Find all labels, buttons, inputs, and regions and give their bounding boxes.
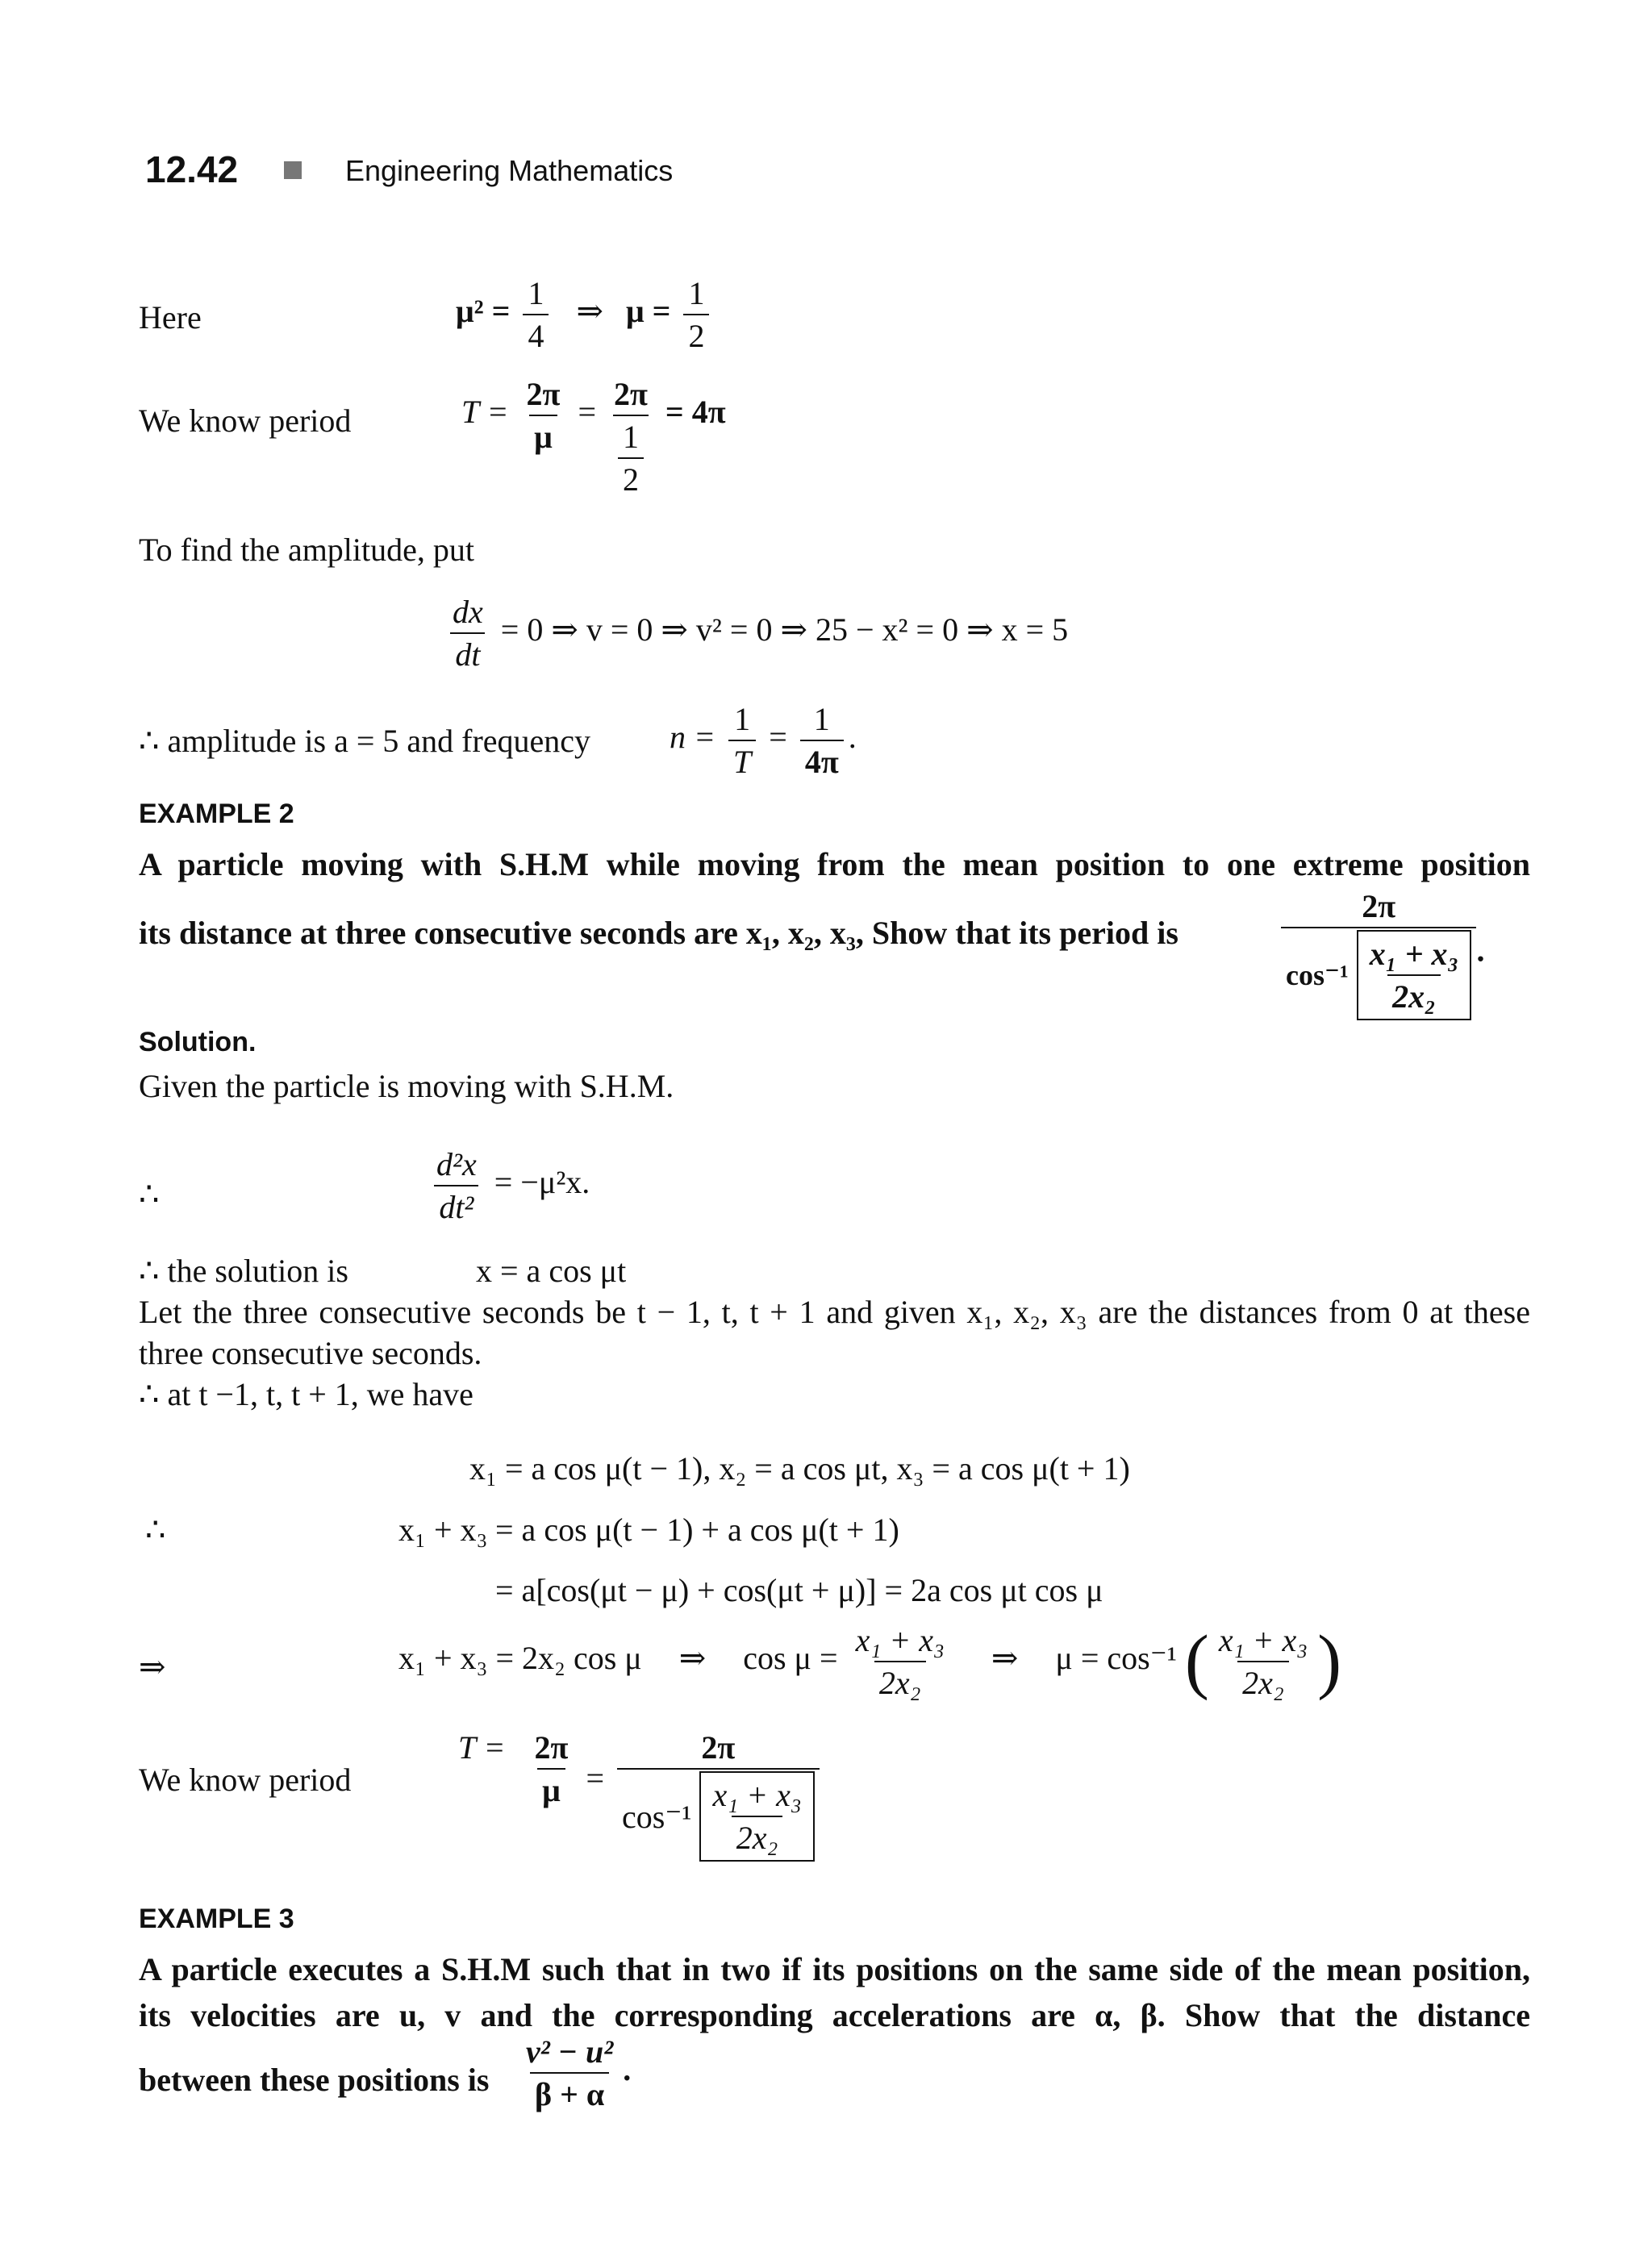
given-statement: Given the particle is moving with S.H.M. (139, 1068, 674, 1104)
denominator: 2x₂ (1237, 1661, 1289, 1702)
amplitude-chain: = 0 ⇒ v = 0 ⇒ v² = 0 ⇒ 25 − x² = 0 ⇒ x = 5 (500, 611, 1069, 648)
numerator: x₁ + x₃ (712, 1777, 802, 1813)
therefore-symbol-2: ∴ (145, 1512, 166, 1548)
period-label: We know period (139, 402, 352, 439)
mu-equation (456, 274, 714, 355)
four-pi-result: = 4π (665, 394, 726, 431)
numerator: x₁ + x₃ (1218, 1622, 1308, 1658)
fraction-dx-dt (448, 593, 488, 673)
denominator: 4 (523, 314, 549, 355)
denominator: 2 (618, 457, 644, 498)
numerator: 1 (528, 275, 544, 311)
amplitude-intro: To find the amplitude, put (139, 532, 475, 568)
period-full-fraction (617, 1728, 820, 1862)
denominator: β + α (530, 2072, 609, 2113)
therefore-symbol: ∴ (139, 1176, 160, 1212)
numerator: 2π (701, 1729, 736, 1766)
numerator: d²x (436, 1146, 477, 1182)
implies-symbol: ⇒ (991, 1640, 1019, 1677)
denominator (1281, 927, 1476, 1020)
denominator: T (728, 740, 756, 781)
mu-squared: μ² = (456, 293, 511, 330)
step-lhs: x₁ + x₃ = 2x₂ cos μ (398, 1640, 642, 1677)
denominator: 2x₂ (732, 1816, 783, 1857)
example-3-heading: EXAMPLE 3 (139, 1904, 294, 1934)
numerator: 2π (614, 376, 648, 412)
distance-fraction (521, 2033, 618, 2113)
left-paren: ( (1184, 1621, 1209, 1701)
cos-mu-equals: cos μ = (743, 1640, 838, 1677)
mu-equals-cos-inverse: μ = cos⁻¹ (1055, 1640, 1177, 1677)
x-sum-fraction (851, 1621, 949, 1702)
example-2-problem-line-2: its distance at three consecutive seconds are x₁, x₂, x₃, Show that its period is (139, 915, 1179, 951)
sum-rhs-1: = a cos μ(t − 1) + a cos μ(t + 1) (495, 1512, 899, 1548)
fraction-quarter (523, 274, 549, 355)
let-line-2: three consecutive seconds. (139, 1335, 482, 1371)
period-result-equation (458, 1728, 824, 1862)
t-equals: T = (461, 394, 509, 431)
denominator (613, 415, 649, 498)
example-3-line-2: its velocities are u, v and the corresponding accelerations are α, β. Show that the distance (139, 1997, 1530, 2033)
denominator: μ (537, 1768, 565, 1809)
implies-symbol: ⇒ (576, 293, 603, 330)
numerator: x₁ + x₃ (855, 1622, 945, 1658)
solution-label: Solution. (139, 1027, 257, 1057)
amplitude-result: ∴ amplitude is a = 5 and frequency (139, 723, 591, 759)
frequency-equation: n = $\frac{1}{T}$ = $\frac{1}{4\pi}$ . (670, 701, 857, 780)
mu-value-label: μ = (625, 293, 671, 330)
equals-sign: = (578, 394, 596, 431)
denominator: 4π (800, 740, 844, 781)
x-sum-fraction (1365, 935, 1464, 1015)
sum-rhs-2: = a[cos(μt − μ) + cos(μt + μ)] = 2a cos μt cos μ (495, 1572, 1103, 1608)
implies-symbol: ⇒ (139, 1649, 166, 1685)
denominator (617, 1768, 820, 1862)
book-title: Engineering Mathematics (345, 154, 674, 187)
x-sum-fraction (1214, 1621, 1312, 1702)
let-line-1: Let the three consecutive seconds be t − 1, t, t + 1 and given x₁, x₂, x₃ are the distances from 0 at these (139, 1294, 1530, 1330)
numerator: 2π (526, 376, 561, 412)
fraction-half (683, 274, 709, 355)
fraction-2pi-mu (530, 1728, 574, 1809)
numerator: 1 (813, 701, 830, 737)
fraction-2pi-half (609, 375, 653, 498)
de-rhs: = −μ²x. (494, 1164, 590, 1201)
denominator: 2x₂ (874, 1661, 926, 1702)
numerator: 1 (622, 419, 639, 455)
sum-lhs: x₁ + x₃ (398, 1512, 488, 1548)
example-2-problem-line-1: A particle moving with S.H.M while moving from the mean position to one extreme position (139, 846, 1530, 882)
cos-mu-derivation (398, 1621, 1341, 1702)
page-number: 12.42 (145, 148, 239, 190)
period-label-2: We know period (139, 1762, 352, 1798)
fraction-1-T (728, 700, 756, 781)
period-result-fraction (1281, 887, 1476, 1020)
nested-fraction-half (618, 418, 644, 498)
example-3-line-1: A particle executes a S.H.M such that in two if its positions on the same side of the mean position, (139, 1951, 1530, 1987)
equals-sign: = (769, 719, 787, 756)
t-equals: T = (458, 1729, 506, 1766)
cos-inverse: cos⁻¹ (622, 1798, 692, 1835)
denominator: μ (529, 415, 557, 456)
square-bracket (699, 1771, 814, 1862)
numerator: 2π (1362, 888, 1396, 924)
fraction-2pi-mu (522, 375, 565, 456)
denominator: 2 (683, 314, 709, 355)
right-paren: ) (1317, 1621, 1342, 1701)
equals-sign: = (586, 1760, 604, 1796)
example-3-result (516, 2033, 631, 2113)
period-equation (461, 375, 726, 498)
solution-equation: x = a cos μt (476, 1253, 627, 1289)
numerator: v² − u² (526, 2033, 614, 2070)
denominator: dt (450, 632, 485, 673)
numerator: 1 (688, 275, 705, 311)
period-dot: . (623, 2051, 632, 2088)
numerator: 2π (534, 1729, 569, 1766)
denominator: dt² (434, 1185, 478, 1226)
here-label: Here (139, 299, 202, 336)
denominator: 2x₂ (1387, 974, 1441, 1015)
example-2-result: 2π cos⁻¹ $\frac{\text{x₁ + x₃}}{\text{2x₂}}$ . (1281, 887, 1484, 1020)
n-equals: n = (670, 719, 715, 756)
fraction-d2x-dt2 (432, 1145, 482, 1226)
at-line: ∴ at t −1, t, t + 1, we have (139, 1376, 473, 1412)
header-square-icon (284, 161, 302, 179)
implies-symbol: ⇒ (678, 1640, 707, 1677)
square-bracket (1357, 930, 1472, 1020)
numerator: 1 (734, 701, 751, 737)
example-3-line-3: between these positions is (139, 2062, 490, 2098)
cos-inverse: cos⁻¹ (1286, 959, 1349, 991)
differential-equation (432, 1145, 590, 1226)
numerator: dx (453, 594, 483, 630)
amplitude-equation (448, 593, 1068, 673)
x-sum-fraction (707, 1776, 806, 1857)
solution-is: ∴ the solution is (139, 1253, 348, 1289)
fraction-1-4pi (800, 700, 844, 781)
example-2-heading: EXAMPLE 2 (139, 799, 294, 829)
numerator: x₁ + x₃ (1369, 936, 1459, 972)
x-definitions: x₁ = a cos μ(t − 1), x₂ = a cos μt, x₃ = a cos μ(t + 1) (469, 1450, 1130, 1487)
